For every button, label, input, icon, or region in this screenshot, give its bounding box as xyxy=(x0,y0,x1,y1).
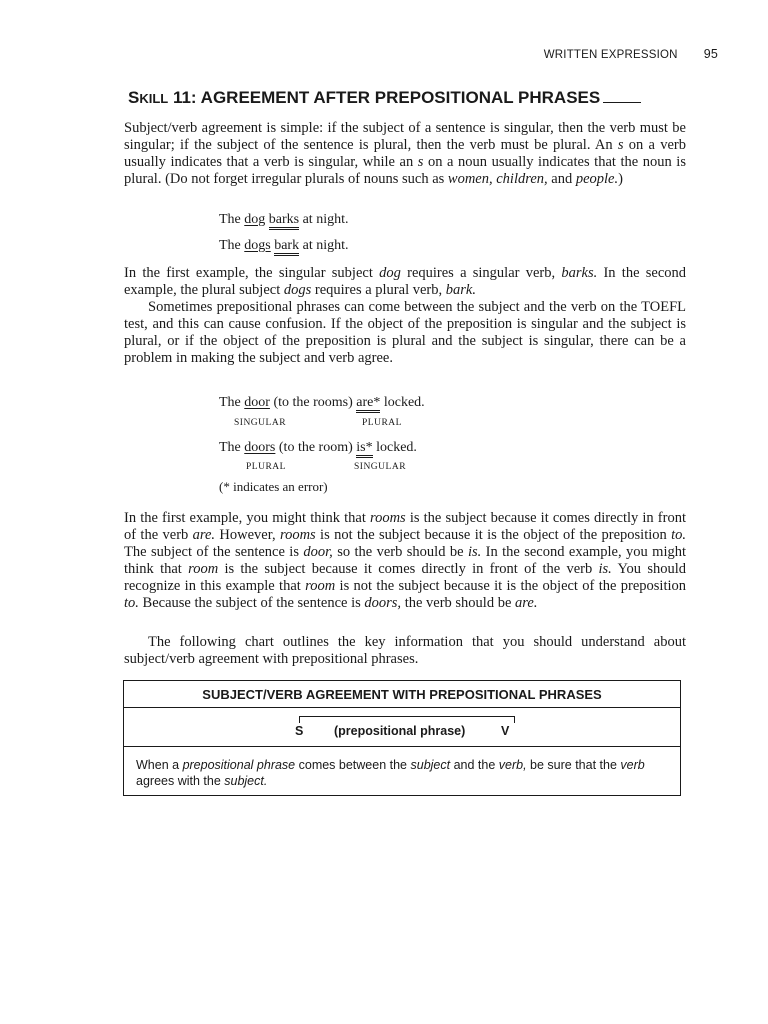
italic-text: people. xyxy=(575,171,619,187)
italic-text: is. xyxy=(598,561,612,577)
explanation-paragraph-3 xyxy=(124,510,686,612)
verb-word: barks xyxy=(269,212,299,230)
diagram-phrase: (prepositional phrase) xyxy=(334,724,466,738)
text: so the verb should be xyxy=(332,544,468,560)
subject-word: door xyxy=(244,395,270,410)
singular-tag: SINGULAR xyxy=(234,418,287,428)
text: The subject of the sentence is xyxy=(124,544,304,560)
chart-rule xyxy=(124,747,680,789)
singular-tag: SINGULAR xyxy=(354,462,407,472)
text: In the second example, the plural subject xyxy=(124,265,687,298)
text: the verb should be xyxy=(401,595,516,611)
italic-text: s xyxy=(417,154,424,170)
example-sentence-4 xyxy=(219,440,417,456)
text: The xyxy=(219,395,245,410)
running-header xyxy=(544,47,718,61)
text: The xyxy=(219,440,245,455)
italic-text: s xyxy=(617,137,624,153)
chart-diagram xyxy=(124,708,680,747)
diagram-bracket xyxy=(299,716,515,723)
italic-text: barks. xyxy=(561,265,598,281)
text: When a xyxy=(136,758,183,772)
text: Because the subject of the sentence is xyxy=(138,595,365,611)
explanation-paragraph-2: Sometimes prepositional phrases can come between the subject and the verb on the TOEFL test, and this can cause confusion. If the object of the preposition is singular and the subject is plural, or if the object of the preposition is plural and the subject is singular, there can be a problem in making the subject and verb agree. xyxy=(124,299,686,366)
italic-text: room xyxy=(188,561,219,577)
text: is the subject because it comes directly in front of the verb xyxy=(218,561,599,577)
text: locked. xyxy=(380,395,425,410)
italic-text: subject. xyxy=(224,774,268,788)
text: comes between the xyxy=(295,758,411,772)
italic-text: verb xyxy=(620,758,645,772)
summary-chart xyxy=(123,680,681,796)
text: locked. xyxy=(372,440,417,455)
intro-paragraph xyxy=(124,120,686,188)
plural-tag: PLURAL xyxy=(246,462,286,472)
italic-text: is. xyxy=(467,544,482,560)
italic-text: subject xyxy=(410,758,451,772)
subject-word: dog xyxy=(244,212,266,227)
title-smallcaps: KILL xyxy=(139,91,169,106)
diagram-subject: S xyxy=(295,724,304,738)
example-sentence-1 xyxy=(219,212,348,228)
italic-text: dogs xyxy=(283,282,312,298)
text: In the second example, you might think that xyxy=(124,544,687,577)
text: and the xyxy=(450,758,499,772)
italic-text: rooms xyxy=(279,527,316,543)
italic-text: dog xyxy=(379,265,401,281)
text: requires a plural verb, xyxy=(311,282,446,298)
italic-text: are. xyxy=(515,595,538,611)
title-number: 11: xyxy=(168,88,197,107)
text: However, xyxy=(215,527,280,543)
text: is not the subject because it is the object of the preposition xyxy=(315,527,672,543)
title-rule xyxy=(603,101,641,103)
subject-word: dogs xyxy=(244,238,271,253)
italic-text: rooms xyxy=(369,510,406,526)
example-sentence-3 xyxy=(219,395,425,411)
text: on a verb usually indicates that a verb is singular, while an xyxy=(124,137,686,170)
chart-heading: SUBJECT/VERB AGREEMENT WITH PREPOSITIONAL PHRASES xyxy=(124,681,680,708)
verb-word: bark xyxy=(274,238,299,256)
italic-text: women, children, xyxy=(447,171,548,187)
example-sentence-2 xyxy=(219,238,349,254)
italic-text: to. xyxy=(671,527,687,543)
italic-text: room xyxy=(305,578,336,594)
text: requires a singular verb, xyxy=(400,265,562,281)
italic-text: prepositional phrase xyxy=(182,758,296,772)
text: ) xyxy=(618,171,623,187)
title-initial: S xyxy=(128,88,140,107)
italic-text: verb, xyxy=(498,758,527,772)
italic-text: doors, xyxy=(364,595,402,611)
text: on a noun usually indicates that the noun is plural. (Do not forget irregular plurals of nouns such as xyxy=(124,154,686,187)
italic-text: are. xyxy=(192,527,216,543)
title-heading: AGREEMENT AFTER PREPOSITIONAL PHRASES xyxy=(196,88,601,107)
skill-title xyxy=(128,88,728,108)
text: The xyxy=(219,212,245,227)
diagram-verb: V xyxy=(501,724,510,738)
verb-word: are* xyxy=(356,395,380,413)
text: Subject/verb agreement is simple: if the subject of a sentence is singular, then the verb must be singular; if the subject of the sentence is plural, then the verb must be plural. An xyxy=(124,120,686,153)
text: is the subject because it comes directly in front of the verb xyxy=(124,510,686,543)
text: and xyxy=(547,171,576,187)
text: (to the rooms) xyxy=(269,395,357,410)
error-note: (* indicates an error) xyxy=(219,479,328,494)
italic-text: bark. xyxy=(445,282,476,298)
text: be sure that the xyxy=(526,758,621,772)
text: agrees with the xyxy=(136,774,225,788)
text: at night. xyxy=(299,238,349,253)
italic-text: door, xyxy=(303,544,333,560)
verb-word: is* xyxy=(356,440,372,458)
text: In the first example, the singular subject xyxy=(124,265,380,281)
plural-tag: PLURAL xyxy=(362,418,402,428)
explanation-paragraph-1 xyxy=(124,265,686,299)
text: The xyxy=(219,238,245,253)
explanation-paragraph-4: The following chart outlines the key information that you should understand about subject/verb agreement with prepositional phrases. xyxy=(124,634,686,667)
text: You should recognize in this example that xyxy=(124,561,686,594)
text: at night. xyxy=(299,212,349,227)
italic-text: to. xyxy=(124,595,139,611)
section-name: WRITTEN EXPRESSION xyxy=(543,49,678,61)
text: (to the room) xyxy=(275,440,357,455)
page-number: 95 xyxy=(703,47,718,61)
text: In the first example, you might think that xyxy=(124,510,370,526)
text: is not the subject because it is the object of the preposition xyxy=(335,578,687,594)
subject-word: doors xyxy=(244,440,276,455)
